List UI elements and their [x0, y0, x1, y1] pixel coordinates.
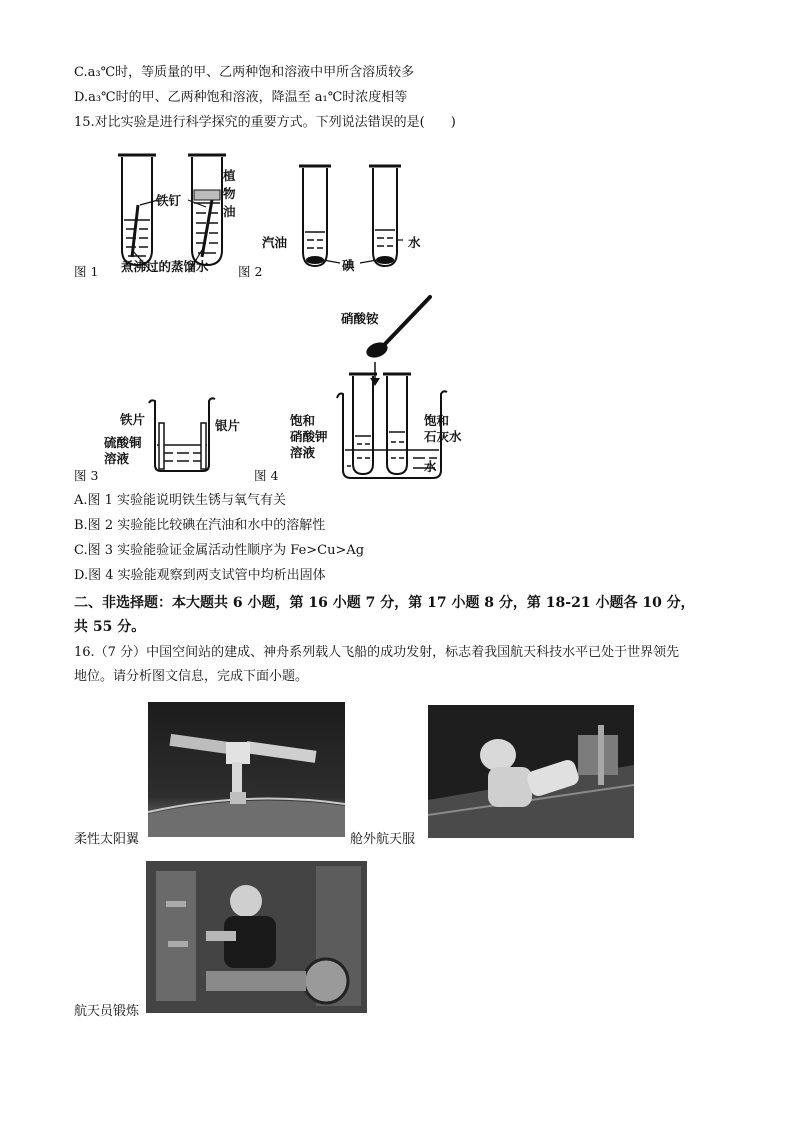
fig2-label-iodine: 碘	[342, 258, 355, 273]
fig1-label-oil-3: 油	[223, 204, 236, 219]
caption-astronaut-exercise: 航天员锻炼	[74, 1004, 140, 1019]
figure-1-number: 图 1	[74, 264, 99, 279]
figure-3-beaker-metals	[145, 395, 220, 475]
fig4-label-kno3-2: 硝酸钾	[290, 429, 328, 444]
q15-option-b: B.图 2 实验能比较碘在汽油和水中的溶解性	[74, 518, 326, 533]
fig4-label-lime-2: 石灰水	[424, 429, 462, 444]
option-d-prev: D.a₃℃时的甲、乙两种饱和溶液，降温至 a₁℃时浓度相等	[74, 90, 408, 105]
photo-eva-suit	[428, 705, 634, 838]
figure-2-number: 图 2	[238, 264, 263, 279]
section-2-heading-line2: 共 55 分。	[74, 619, 146, 635]
fig4-label-kno3-1: 饱和	[290, 413, 316, 428]
fig1-label-oil-2: 物	[223, 186, 236, 201]
fig4-label-water: 水	[424, 459, 437, 474]
q15-option-c: C.图 3 实验能验证金属活动性顺序为 Fe>Cu>Ag	[74, 543, 365, 558]
fig4-label-nh4no3: 硝酸铵	[341, 311, 379, 326]
photo-astronaut-exercise	[146, 861, 367, 1013]
question-16-line2: 地位。请分析图文信息，完成下面小题。	[74, 669, 309, 684]
fig1-label-nail: 铁钉	[156, 193, 182, 208]
q15-option-d: D.图 4 实验能观察到两支试管中均析出固体	[74, 568, 326, 583]
option-c-prev: C.a₃℃时，等质量的甲、乙两种饱和溶液中甲所含溶质较多	[74, 65, 415, 80]
figure-4-number: 图 4	[254, 468, 279, 483]
fig3-label-solution-2: 溶液	[104, 451, 130, 466]
section-2-heading-line1: 二、非选择题：本大题共 6 小题，第 16 小题 7 分，第 17 小题 8 分，第 18-21 小题各 10 分，	[74, 595, 695, 611]
fig1-label-oil-1: 植	[223, 168, 236, 183]
fig4-label-kno3-3: 溶液	[290, 445, 316, 460]
fig1-label-water: 煮沸过的蒸馏水	[121, 259, 209, 274]
fig3-label-silver: 银片	[215, 418, 241, 433]
fig2-label-water: 水	[408, 235, 421, 250]
question-16-line1: 16.（7 分）中国空间站的建成、神舟系列载人飞船的成功发射，标志着我国航天科技水平已处于世界领先	[74, 645, 680, 660]
question-15-stem: 15.对比实验是进行科学探究的重要方式。下列说法错误的是( )	[74, 115, 456, 130]
photo-solar-wing	[148, 702, 345, 837]
caption-solar-wing: 柔性太阳翼	[74, 832, 140, 847]
fig3-label-iron: 铁片	[120, 412, 146, 427]
fig2-label-gasoline: 汽油	[262, 235, 288, 250]
figure-1-rusting-tubes	[110, 145, 260, 275]
caption-eva-suit: 舱外航天服	[350, 832, 416, 847]
figure-3-number: 图 3	[74, 468, 99, 483]
fig3-label-solution-1: 硫酸铜	[104, 435, 142, 450]
q15-option-a: A.图 1 实验能说明铁生锈与氧气有关	[74, 493, 287, 508]
fig4-label-lime-1: 饱和	[424, 413, 450, 428]
